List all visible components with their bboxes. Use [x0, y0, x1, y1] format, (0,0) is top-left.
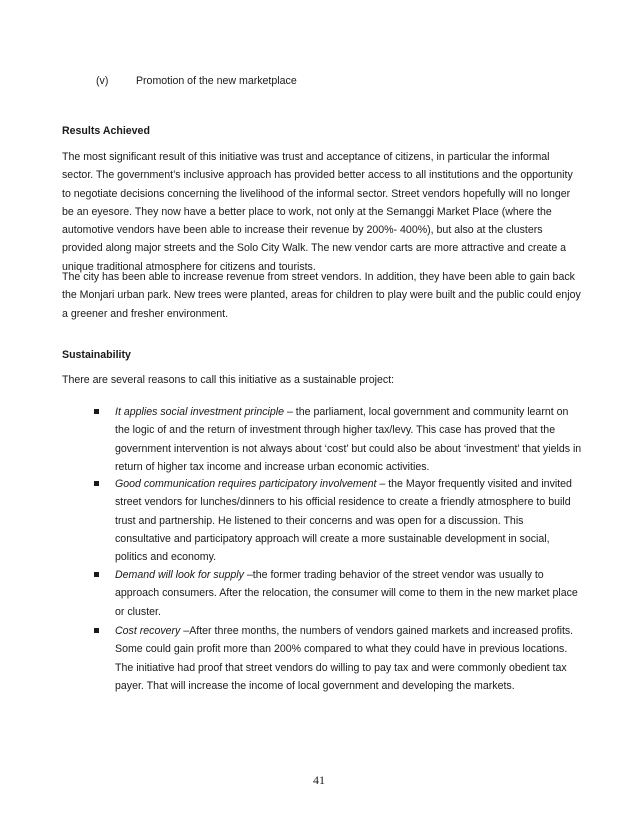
bullet-title: Demand will look for supply [115, 569, 244, 581]
bullet-text: –the former trading behavior of the street vendor was usually to approach consumers. After the relocation, the consumer will come to them in the new market place or cluster. [115, 569, 578, 618]
bullet-item-demand-supply [62, 566, 582, 621]
bullet-title: Cost recovery [115, 625, 181, 637]
bullet-text: –After three months, the numbers of vendors gained markets and increased profits. Some could gain profit more than 200% compared to what they could have in previous locations. The initiative had proof that street vendors do willing to pay tax and were commonly obedient tax payer. That will increase the income of local government and developing the markets. [115, 625, 574, 692]
results-paragraph-2: The city has been able to increase revenue from street vendors. In addition, they have been able to gain back the Monjari urban park. New trees were planted, areas for children to play were built and the public could enjoy a greener and fresher environment. [62, 271, 581, 320]
bullet-text: – the Mayor frequently visited and invited street vendors for lunches/dinners to his official residence to create a friendly atmosphere to build trust and partnership. He listened to their concerns and was open for a discussion. This consultative and participatory approach will create a more sustainable development in social, politics and economy. [115, 478, 572, 564]
square-bullet-icon [94, 409, 99, 414]
results-paragraph-1: The most significant result of this initiative was trust and acceptance of citizens, in particular the informal sector. The government’s inclusive approach has provided better access to all institutions and the opportunity to negotiate decisions concerning the livelihood of the informal sector. Street vendors hopefully will no longer be an eyesore. They now have a better place to work, not only at the Semanggi Market Place (where the automotive vendors have been able to increase their revenue by 200%- 400%), but also at the clusters provided along major streets and the Solo City Walk. The new vendor carts are more attractive and create a unique traditional atmosphere for citizens and tourists. [62, 151, 573, 273]
sustainability-intro: There are several reasons to call this initiative as a sustainable project: [62, 374, 395, 386]
square-bullet-icon [94, 572, 99, 577]
bullet-title: Good communication requires participatory involvement [115, 478, 377, 490]
bullet-text: – the parliament, local government and community learnt on the logic of and the return of investment through higher tax/levy. This case has proved that the government intervention is not always about ‘cost’ but could also be about ‘investment’ that yields in return of higher tax income and increase urban economic activities. [115, 406, 582, 473]
bullet-item-communication [62, 475, 582, 566]
page-number: 41 [313, 773, 325, 787]
bullet-item-social-investment [62, 403, 582, 476]
bullet-item-cost-recovery [62, 622, 582, 695]
list-item-v [96, 72, 297, 90]
results-heading: Results Achieved [62, 125, 150, 137]
list-item-number: (v) [96, 75, 109, 87]
bullet-title: It applies social investment principle [115, 406, 284, 418]
sustainability-heading: Sustainability [62, 349, 131, 361]
list-item-text: Promotion of the new marketplace [135, 75, 297, 87]
square-bullet-icon [94, 628, 99, 633]
square-bullet-icon [94, 481, 99, 486]
